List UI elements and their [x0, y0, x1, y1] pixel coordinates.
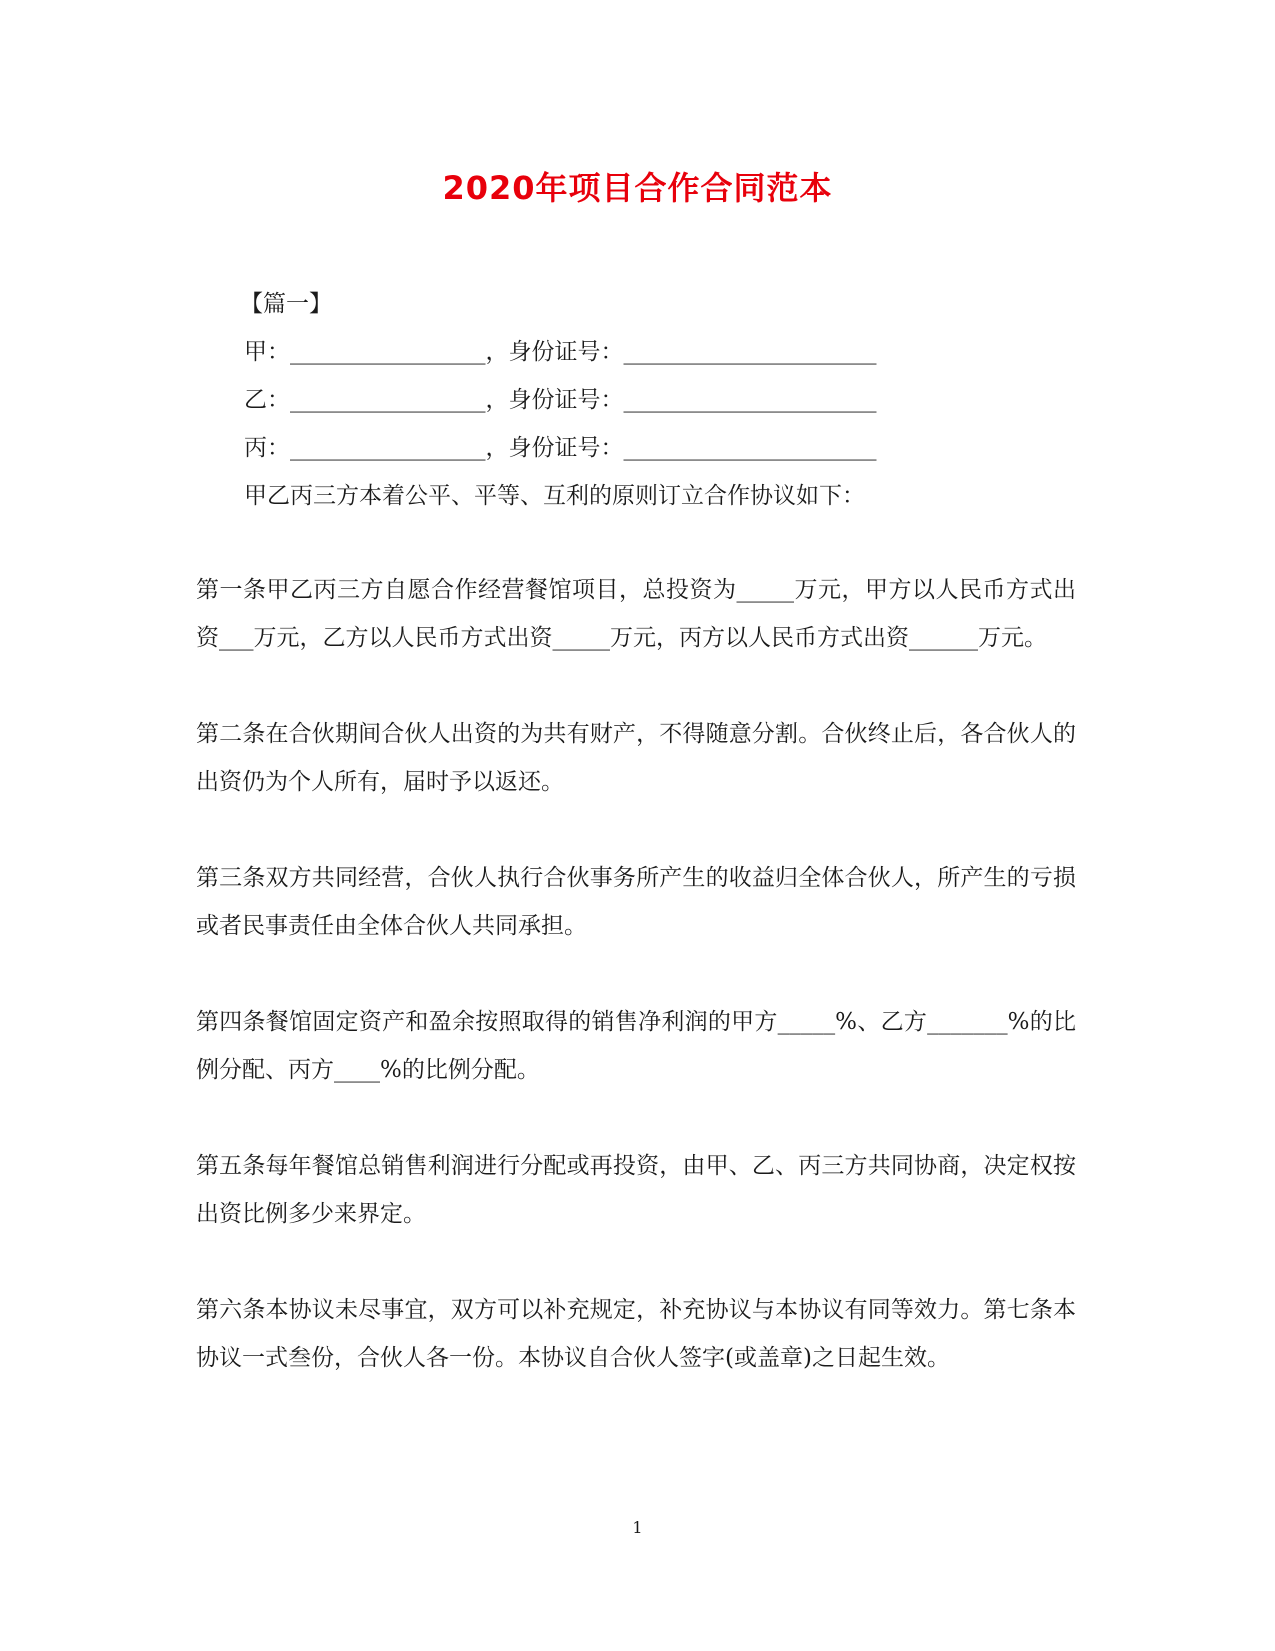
article-1: 第一条甲乙丙三方自愿合作经营餐馆项目，总投资为_____万元，甲方以人民币方式出资___万元，乙方以人民币方式出资_____万元，丙方以人民币方式出资______万元。: [196, 577, 1076, 651]
article-5: 第五条每年餐馆总销售利润进行分配或再投资，由甲、乙、丙三方共同协商，决定权按出资比例多少来界定。: [196, 1153, 1076, 1227]
preamble: 甲乙丙三方本着公平、平等、互利的原则订立合作协议如下：: [244, 483, 865, 509]
document-title: 2020年项目合作合同范本: [442, 169, 833, 207]
article-3: 第三条双方共同经营，合伙人执行合伙事务所产生的收益归全体合伙人，所产生的亏损或者民事责任由全体合伙人共同承担。: [196, 865, 1076, 939]
article-4: 第四条餐馆固定资产和盈余按照取得的销售净利润的甲方_____%、乙方_______%的比例分配、丙方____%的比例分配。: [196, 1009, 1076, 1083]
article-2: 第二条在合伙期间合伙人出资的为共有财产，不得随意分割。合伙终止后，各合伙人的出资仍为个人所有，届时予以返还。: [196, 721, 1076, 795]
party-line-jia: 甲：_________________，身份证号：______________________: [244, 339, 877, 365]
document-body: [196, 280, 1076, 1382]
party-line-yi: 乙：_________________，身份证号：______________________: [244, 387, 877, 413]
section-label: 【篇一】: [240, 291, 332, 317]
article-6-7: 第六条本协议未尽事宜，双方可以补充规定，补充协议与本协议有同等效力。第七条本协议一式叁份，合伙人各一份。本协议自合伙人签字(或盖章)之日起生效。: [196, 1297, 1076, 1371]
party-line-bing: 丙：_________________，身份证号：______________________: [244, 435, 877, 461]
page-number: 1: [632, 1518, 643, 1537]
